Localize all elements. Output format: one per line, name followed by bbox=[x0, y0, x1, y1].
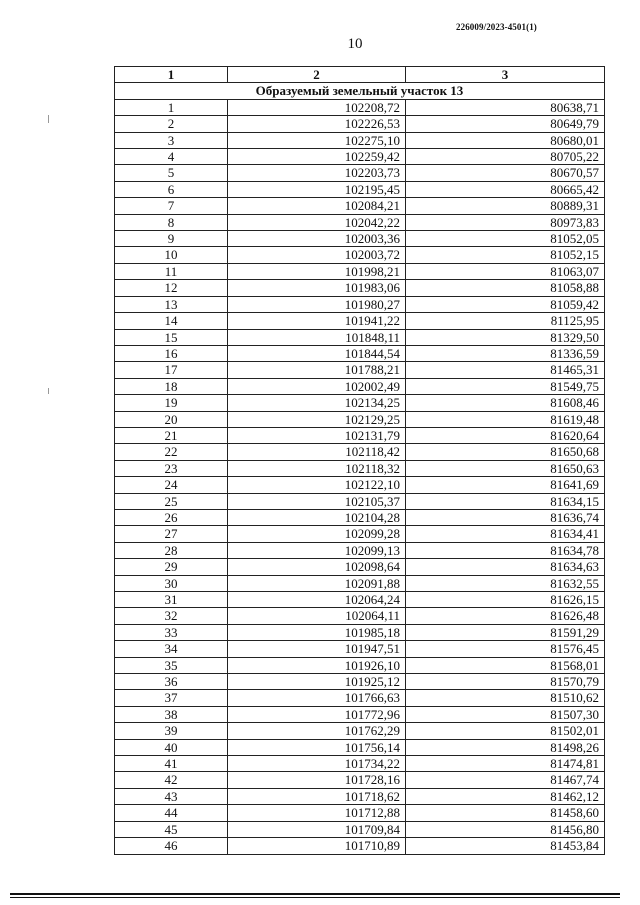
coordinate-x: 102226,53 bbox=[228, 116, 406, 132]
coordinate-x: 102203,73 bbox=[228, 165, 406, 181]
coordinate-x: 101844,54 bbox=[228, 345, 406, 361]
coordinate-y: 80649,79 bbox=[406, 116, 605, 132]
point-number: 21 bbox=[115, 427, 228, 443]
table-row bbox=[115, 444, 605, 460]
coordinate-x: 102195,45 bbox=[228, 181, 406, 197]
coordinate-y: 80705,22 bbox=[406, 149, 605, 165]
coordinate-y: 81125,95 bbox=[406, 313, 605, 329]
coordinate-y: 81650,63 bbox=[406, 460, 605, 476]
column-header: 3 bbox=[406, 67, 605, 83]
coordinate-y: 81626,15 bbox=[406, 592, 605, 608]
coordinate-x: 101762,29 bbox=[228, 723, 406, 739]
point-number: 8 bbox=[115, 214, 228, 230]
coordinate-x: 102104,28 bbox=[228, 509, 406, 525]
point-number: 46 bbox=[115, 838, 228, 854]
table-row bbox=[115, 411, 605, 427]
point-number: 41 bbox=[115, 756, 228, 772]
coordinate-x: 102129,25 bbox=[228, 411, 406, 427]
point-number: 44 bbox=[115, 805, 228, 821]
point-number: 36 bbox=[115, 674, 228, 690]
table-row bbox=[115, 181, 605, 197]
table-header-row bbox=[115, 67, 605, 83]
table-row bbox=[115, 756, 605, 772]
point-number: 23 bbox=[115, 460, 228, 476]
table-row bbox=[115, 592, 605, 608]
point-number: 9 bbox=[115, 231, 228, 247]
coordinate-x: 101848,11 bbox=[228, 329, 406, 345]
section-title-row bbox=[115, 83, 605, 99]
coordinate-y: 81634,63 bbox=[406, 559, 605, 575]
point-number: 29 bbox=[115, 559, 228, 575]
point-number: 39 bbox=[115, 723, 228, 739]
coordinate-x: 101998,21 bbox=[228, 263, 406, 279]
coordinate-x: 101734,22 bbox=[228, 756, 406, 772]
point-number: 11 bbox=[115, 263, 228, 279]
coordinate-y: 81510,62 bbox=[406, 690, 605, 706]
table-row bbox=[115, 657, 605, 673]
coordinate-x: 102042,22 bbox=[228, 214, 406, 230]
coordinate-y: 81634,41 bbox=[406, 526, 605, 542]
table-row bbox=[115, 132, 605, 148]
coordinate-x: 102003,72 bbox=[228, 247, 406, 263]
point-number: 26 bbox=[115, 509, 228, 525]
table-row bbox=[115, 706, 605, 722]
point-number: 10 bbox=[115, 247, 228, 263]
point-number: 42 bbox=[115, 772, 228, 788]
coordinate-y: 81608,46 bbox=[406, 395, 605, 411]
table-row bbox=[115, 296, 605, 312]
table-row bbox=[115, 395, 605, 411]
point-number: 27 bbox=[115, 526, 228, 542]
section-title: Образуемый земельный участок 13 bbox=[115, 83, 605, 99]
table-row bbox=[115, 641, 605, 657]
table-row bbox=[115, 198, 605, 214]
coordinate-y: 80889,31 bbox=[406, 198, 605, 214]
table-row bbox=[115, 772, 605, 788]
point-number: 43 bbox=[115, 788, 228, 804]
coordinate-y: 81058,88 bbox=[406, 280, 605, 296]
point-number: 17 bbox=[115, 362, 228, 378]
table-row bbox=[115, 460, 605, 476]
point-number: 28 bbox=[115, 542, 228, 558]
coordinate-y: 81462,12 bbox=[406, 788, 605, 804]
coordinate-x: 102003,36 bbox=[228, 231, 406, 247]
coordinate-y: 80638,71 bbox=[406, 99, 605, 115]
table-row bbox=[115, 247, 605, 263]
table-row bbox=[115, 608, 605, 624]
coordinate-x: 101766,63 bbox=[228, 690, 406, 706]
coordinate-y: 81620,64 bbox=[406, 427, 605, 443]
bottom-rule bbox=[10, 897, 620, 898]
point-number: 12 bbox=[115, 280, 228, 296]
point-number: 38 bbox=[115, 706, 228, 722]
table-row bbox=[115, 493, 605, 509]
coordinate-y: 81641,69 bbox=[406, 477, 605, 493]
coordinate-x: 101728,16 bbox=[228, 772, 406, 788]
table-row bbox=[115, 280, 605, 296]
coordinate-x: 101947,51 bbox=[228, 641, 406, 657]
coordinate-x: 101985,18 bbox=[228, 624, 406, 640]
column-header: 1 bbox=[115, 67, 228, 83]
point-number: 30 bbox=[115, 575, 228, 591]
table-row bbox=[115, 149, 605, 165]
coordinate-y: 81063,07 bbox=[406, 263, 605, 279]
table-row bbox=[115, 231, 605, 247]
table-row bbox=[115, 263, 605, 279]
coordinate-x: 102118,32 bbox=[228, 460, 406, 476]
coordinate-x: 102134,25 bbox=[228, 395, 406, 411]
point-number: 31 bbox=[115, 592, 228, 608]
page-number: 10 bbox=[347, 36, 363, 52]
point-number: 25 bbox=[115, 493, 228, 509]
point-number: 1 bbox=[115, 99, 228, 115]
coordinate-x: 102002,49 bbox=[228, 378, 406, 394]
coordinate-x: 101925,12 bbox=[228, 674, 406, 690]
coordinate-x: 101712,88 bbox=[228, 805, 406, 821]
table-row bbox=[115, 116, 605, 132]
coordinate-y: 81634,15 bbox=[406, 493, 605, 509]
margin-mark bbox=[48, 388, 49, 394]
coordinate-x: 101980,27 bbox=[228, 296, 406, 312]
point-number: 14 bbox=[115, 313, 228, 329]
point-number: 19 bbox=[115, 395, 228, 411]
point-number: 15 bbox=[115, 329, 228, 345]
point-number: 5 bbox=[115, 165, 228, 181]
coordinate-y: 81507,30 bbox=[406, 706, 605, 722]
coordinate-y: 81570,79 bbox=[406, 674, 605, 690]
coordinate-y: 81502,01 bbox=[406, 723, 605, 739]
coordinate-y: 81336,59 bbox=[406, 345, 605, 361]
point-number: 4 bbox=[115, 149, 228, 165]
margin-mark bbox=[48, 115, 49, 123]
point-number: 34 bbox=[115, 641, 228, 657]
table-row bbox=[115, 165, 605, 181]
coordinate-x: 101710,89 bbox=[228, 838, 406, 854]
table-row bbox=[115, 838, 605, 854]
coordinate-x: 102099,28 bbox=[228, 526, 406, 542]
coordinate-x: 101709,84 bbox=[228, 821, 406, 837]
coordinate-x: 101756,14 bbox=[228, 739, 406, 755]
coordinate-x: 101983,06 bbox=[228, 280, 406, 296]
coordinate-y: 81329,50 bbox=[406, 329, 605, 345]
coordinate-y: 80670,57 bbox=[406, 165, 605, 181]
coordinate-y: 81052,15 bbox=[406, 247, 605, 263]
coordinate-x: 102259,42 bbox=[228, 149, 406, 165]
coordinate-y: 81632,55 bbox=[406, 575, 605, 591]
table-row bbox=[115, 477, 605, 493]
coordinate-y: 80973,83 bbox=[406, 214, 605, 230]
point-number: 3 bbox=[115, 132, 228, 148]
table-row bbox=[115, 690, 605, 706]
coordinate-y: 81634,78 bbox=[406, 542, 605, 558]
bottom-rule bbox=[10, 893, 620, 895]
table-row bbox=[115, 99, 605, 115]
table-row bbox=[115, 575, 605, 591]
coordinate-x: 101718,62 bbox=[228, 788, 406, 804]
coordinate-y: 81576,45 bbox=[406, 641, 605, 657]
coordinate-y: 80680,01 bbox=[406, 132, 605, 148]
coordinate-x: 101926,10 bbox=[228, 657, 406, 673]
table-row bbox=[115, 788, 605, 804]
coordinate-x: 102084,21 bbox=[228, 198, 406, 214]
point-number: 37 bbox=[115, 690, 228, 706]
coordinate-x: 102098,64 bbox=[228, 559, 406, 575]
table-row bbox=[115, 345, 605, 361]
table-row bbox=[115, 542, 605, 558]
table-row bbox=[115, 674, 605, 690]
point-number: 35 bbox=[115, 657, 228, 673]
column-header: 2 bbox=[228, 67, 406, 83]
coordinate-y: 81650,68 bbox=[406, 444, 605, 460]
coordinate-x: 102064,24 bbox=[228, 592, 406, 608]
coordinate-y: 81591,29 bbox=[406, 624, 605, 640]
coordinate-y: 81456,80 bbox=[406, 821, 605, 837]
table-row bbox=[115, 378, 605, 394]
table-row bbox=[115, 509, 605, 525]
coordinate-y: 81052,05 bbox=[406, 231, 605, 247]
coordinate-y: 81458,60 bbox=[406, 805, 605, 821]
coordinate-x: 102131,79 bbox=[228, 427, 406, 443]
point-number: 45 bbox=[115, 821, 228, 837]
coordinate-y: 81465,31 bbox=[406, 362, 605, 378]
document-code: 226009/2023-4501(1) bbox=[456, 22, 537, 32]
point-number: 6 bbox=[115, 181, 228, 197]
coordinate-x: 102105,37 bbox=[228, 493, 406, 509]
point-number: 33 bbox=[115, 624, 228, 640]
point-number: 24 bbox=[115, 477, 228, 493]
table-row bbox=[115, 821, 605, 837]
table-row bbox=[115, 362, 605, 378]
coordinate-x: 102118,42 bbox=[228, 444, 406, 460]
coordinate-y: 81498,26 bbox=[406, 739, 605, 755]
table-row bbox=[115, 313, 605, 329]
coordinate-x: 101941,22 bbox=[228, 313, 406, 329]
coordinate-x: 101772,96 bbox=[228, 706, 406, 722]
point-number: 2 bbox=[115, 116, 228, 132]
coordinate-y: 81549,75 bbox=[406, 378, 605, 394]
table-row bbox=[115, 427, 605, 443]
coordinate-x: 102091,88 bbox=[228, 575, 406, 591]
point-number: 18 bbox=[115, 378, 228, 394]
coordinate-x: 102122,10 bbox=[228, 477, 406, 493]
point-number: 22 bbox=[115, 444, 228, 460]
coordinate-x: 102208,72 bbox=[228, 99, 406, 115]
coordinate-y: 81568,01 bbox=[406, 657, 605, 673]
point-number: 40 bbox=[115, 739, 228, 755]
coordinate-y: 80665,42 bbox=[406, 181, 605, 197]
table-row bbox=[115, 805, 605, 821]
point-number: 7 bbox=[115, 198, 228, 214]
table-row bbox=[115, 214, 605, 230]
point-number: 16 bbox=[115, 345, 228, 361]
coordinates-table bbox=[114, 66, 605, 855]
coordinate-y: 81626,48 bbox=[406, 608, 605, 624]
point-number: 32 bbox=[115, 608, 228, 624]
coordinate-y: 81059,42 bbox=[406, 296, 605, 312]
coordinate-y: 81636,74 bbox=[406, 509, 605, 525]
table-row bbox=[115, 723, 605, 739]
coordinate-x: 102275,10 bbox=[228, 132, 406, 148]
table-row bbox=[115, 526, 605, 542]
coordinate-y: 81474,81 bbox=[406, 756, 605, 772]
table-row bbox=[115, 739, 605, 755]
coordinate-y: 81467,74 bbox=[406, 772, 605, 788]
table-row bbox=[115, 329, 605, 345]
coordinate-y: 81619,48 bbox=[406, 411, 605, 427]
coordinate-x: 102064,11 bbox=[228, 608, 406, 624]
coordinate-x: 102099,13 bbox=[228, 542, 406, 558]
point-number: 13 bbox=[115, 296, 228, 312]
coordinate-x: 101788,21 bbox=[228, 362, 406, 378]
coordinate-y: 81453,84 bbox=[406, 838, 605, 854]
point-number: 20 bbox=[115, 411, 228, 427]
table-row bbox=[115, 624, 605, 640]
table-row bbox=[115, 559, 605, 575]
